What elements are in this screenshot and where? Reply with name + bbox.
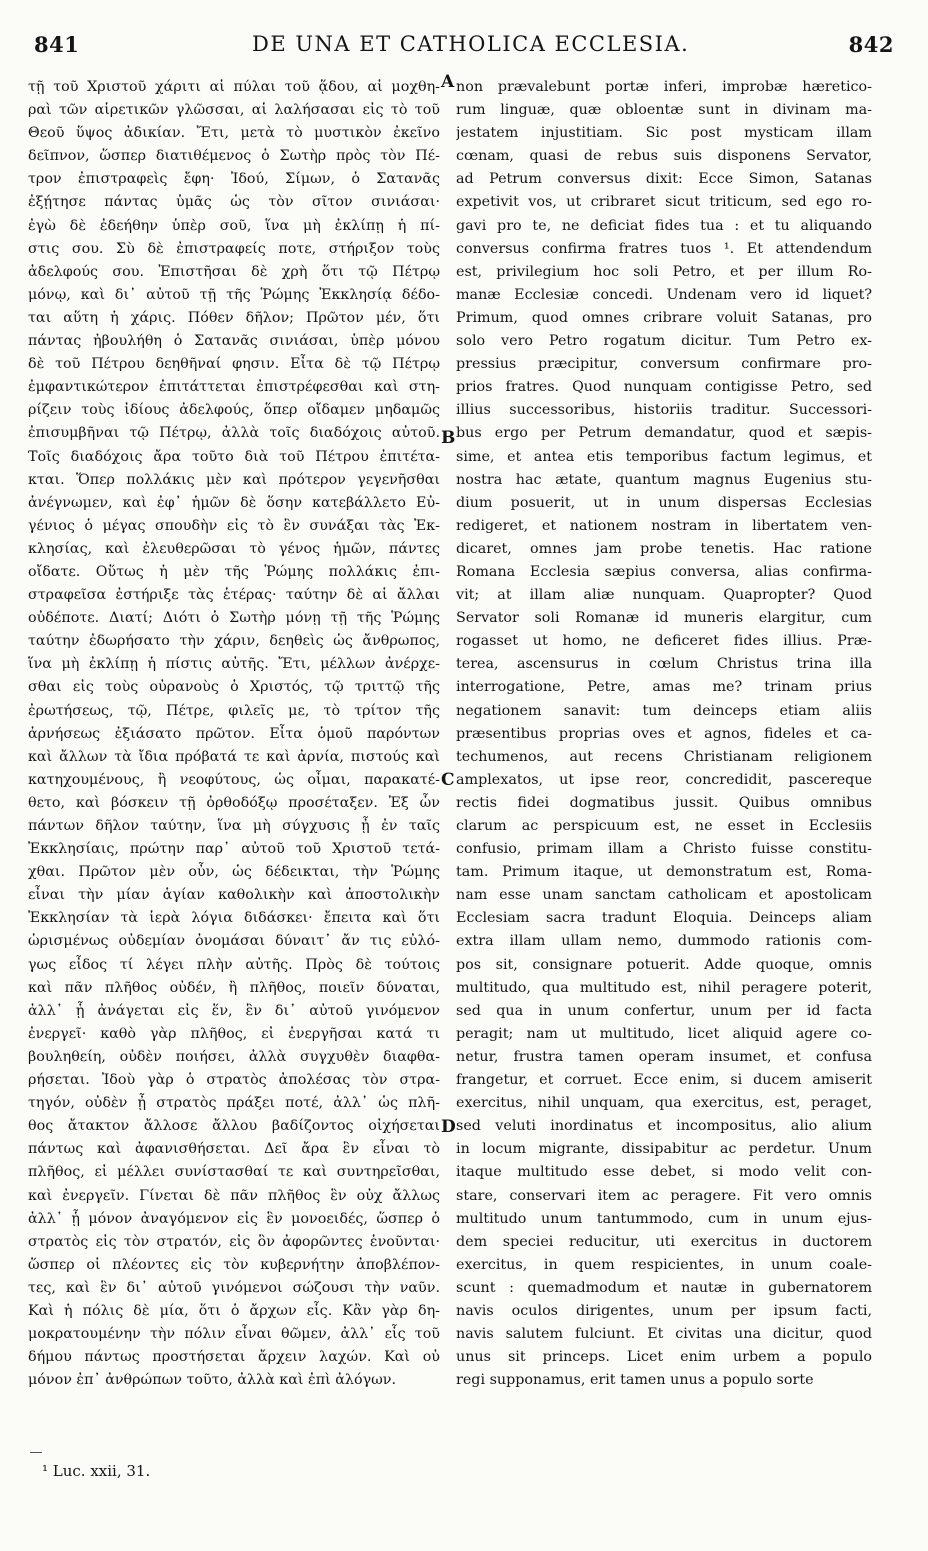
greek-text-line: πάντας ἠβουλήθη ὁ Σατανᾶς σινιάσαι, ὑπὲρ μόνου [28,333,440,350]
latin-text-line: scunt : quemadmodum et nautæ in gubernatorem [456,1279,872,1296]
greek-text-column [28,76,440,1392]
greek-text-line: Ἐκκλησίαν τὰ ἱερὰ λόγια διδάσκει· ἔπειτα καὶ ὅτι [28,910,440,927]
latin-text-line: præsentibus proprias oves et agnos, fideles et ca- [456,725,872,742]
margin-marker-d: D [441,1117,456,1137]
latin-text-line: solo vero Petro rogatum dicitur. Tum Petro ex- [456,333,872,350]
greek-text-line: στραφεῖσα ἐστήριξε τὰς ἑτέρας· ταύτην δὲ αἱ ἄλλαι [28,587,440,604]
page-number-left: 841 [34,32,80,57]
greek-text-line: ὥσπερ οἱ πλέοντες εἰς τὸν κυβερνήτην ἀποβλέπον- [28,1256,440,1273]
greek-text-line: τῇ τοῦ Χριστοῦ χάριτι αἱ πύλαι τοῦ ᾅδου, αἱ μοχθη- [28,79,440,95]
latin-text-line: peragit; nam ut multitudo, licet aliquid agere co- [456,1025,872,1042]
latin-text-line: regi supponamus, erit tamen unus a populo sorte [456,1372,814,1389]
footnote: ¹ Luc. xxii, 31. [42,1462,151,1480]
footnote-rule [30,1452,42,1453]
greek-text-line: πάντων δῆλον ταύτην, ἵνα μὴ σύγχυσις ᾖ ἐν ταῖς [28,818,440,834]
margin-marker-a: A [441,72,455,92]
greek-text-line: εἶναι τὴν μίαν ἁγίαν καθολικὴν καὶ ἀποστολικὴν [28,887,440,904]
greek-text-line: ρίζειν τοὺς ἰδίους ἀδελφούς, ὅπερ οἴδαμεν μηδαμῶς [28,402,440,419]
greek-text-line: μόνον ἐπ᾽ ἀνθρώπων τοῦτο, ἀλλὰ καὶ ἐπὶ ἀλόγων. [28,1372,397,1389]
greek-text-line: τηγόν, οὐδὲν ᾖ στρατὸς πράξει ποτέ, ἀλλ᾽ ὡς πλῆ- [28,1095,440,1112]
latin-text-line: negationem sanavit: tum deinceps etiam aliis [456,702,872,719]
greek-text-line: ἀδελφούς σου. Ἐπιστῆσαι δὲ χρὴ ὅτι τῷ Πέτρῳ [28,263,440,280]
greek-text-line: δὲ τοῦ Πέτρου δεηθῆναί φησιν. Εἶτα δὲ τῷ Πέτρῳ [28,356,440,373]
greek-text-line: χθαι. Πρῶτον μὲν οὖν, ὡς δέδεικται, τὴν Ῥώμης [28,864,440,881]
latin-text-line: redigeret, et nationem nostram in libertatem ven- [456,517,872,534]
latin-text-line: terea, ascensurus in cœlum Christus trina illa [456,656,872,673]
latin-text-line: unus sit princeps. Licet enim urbem a populo [456,1349,872,1366]
latin-text-line: prios fratres. Quod nunquam contigisse Petro, sed [456,379,872,396]
greek-text-line: δήμου πάντως προστήσεται ἄρχειν λαχών. Καὶ οὐ [28,1349,440,1366]
page-number-right: 842 [848,32,894,57]
margin-marker-b: B [441,428,456,448]
latin-text-line: pos sit, consignare potuerit. Adde quoque, omnis [456,956,872,973]
greek-text-line: μόνῳ, καὶ δι᾽ αὐτοῦ τῇ τῆς Ῥώμης Ἐκκλησίᾳ δέδο- [28,286,440,303]
latin-text-line: Primum, quod omnes cribrare voluit Satanas, pro [456,309,872,326]
latin-text-line: vit; at illam aliæ nunquam. Quapropter? Quod [456,587,872,604]
greek-text-line: ὡρισμένως οὐδεμίαν ὀνομάσαι δύναιτ᾽ ἄν τις εὐλό- [28,933,440,950]
greek-text-line: ρήσεται. Ἰδοὺ γὰρ ὁ στρατὸς ἀπολέσας τὸν στρα- [28,1072,440,1089]
latin-text-line: non prævalebunt portæ inferi, improbæ hæretico- [456,79,872,95]
greek-text-line: πλῆθος, εἰ μέλλει συνίστασθαί τε καὶ συντηρεῖσθαι, [28,1164,440,1181]
greek-text-line: ταύτην ἐδωρήσατο τὴν χάριν, δεηθεὶς ὡς ἄνθρωπος, [28,633,440,650]
latin-text-line: ad Petrum conversus dixit: Ecce Simon, Satanas [456,171,872,188]
latin-text-line: rogasset ut homo, ne deficeret fides illius. Præ- [456,633,872,650]
greek-text-line: πάντως καὶ ἀφανισθήσεται. Δεῖ ἄρα ἓν εἶναι τὸ [28,1141,440,1158]
greek-text-line: γως εἶδος τί λέγει πλὴν αὐτῆς. Πρὸς δὲ τούτοις [28,956,440,973]
greek-text-line: καὶ ἐνεργεῖν. Γίνεται δὲ πᾶν πλῆθος ἓν οὐχ ἄλλως [28,1187,440,1204]
greek-text-line: ἐμφαντικώτερον ἐπιτάττεται ἐπιστρέφεσθαι καὶ στη- [28,379,440,396]
latin-text-line: Servator soli Romanæ id muneris elargitur, cum [456,610,872,627]
latin-text-line: dium posuerit, ut in unum dispersas Ecclesias [456,494,872,511]
greek-text-line: οἴδατε. Οὕτως ἡ μὲν τῆς Ῥώμης πολλάκις ἐπι- [28,563,440,580]
greek-text-line: βουληθείη, οὐδὲν ποιήσει, ἀλλὰ συγχυθὲν διαφθα- [28,1048,440,1065]
greek-text-line: Ἐκκλησίαις, πρώτην παρ᾽ αὐτοῦ τοῦ Χριστοῦ τετά- [28,841,440,858]
greek-text-line: Θεοῦ ὕψος ἀδικίαν. Ἔτι, μετὰ τὸ μυστικὸν ἐκεῖνο [28,125,440,142]
greek-text-line: Καὶ ἡ πόλις δὲ μία, ὅτι ὁ ἄρχων εἷς. Κἂν γὰρ δη- [28,1302,440,1319]
latin-text-line: sime, et antea etis temporibus factum legimus, et [456,448,872,465]
greek-text-line: μοκρατουμένην τὴν πόλιν εἶναι θῶμεν, ἀλλ᾽ εἷς τοῦ [28,1326,440,1343]
greek-text-line: τρον ἐπιστραφεὶς ἔφη· Ἰδού, Σίμων, ὁ Σατανᾶς [28,171,440,188]
greek-text-line: ἀνέγνωμεν, καὶ ἐφ᾽ ἡμῶν δὲ ὅσην κατεβάλλετο Εὐ- [28,494,440,511]
latin-text-line: conversus confirma fratres tuos ¹. Et attendendum [456,240,872,257]
greek-text-line: δεῖπνον, ὥσπερ διατιθέμενος ὁ Σωτὴρ πρὸς τὸν Πέ- [28,148,440,165]
latin-text-line: rectis fidei dogmatibus jussit. Quibus omnibus [456,794,872,811]
latin-text-line: rum linguæ, quæ obloentæ sunt in divinam ma- [456,102,872,119]
latin-text-line: sed qua in unum confertur, unum per id facta [456,1002,872,1019]
greek-text-line: ἐνεργεῖ· καθὸ γὰρ πλῆθος, εἰ ἐνεργῆσαι κατά τι [28,1025,440,1042]
latin-text-line: tam. Primum itaque, ut demonstratum est, Roma- [456,864,872,881]
greek-text-line: οὐδέποτε. Διατί; Διότι ὁ Σωτὴρ μόνῃ τῇ τῆς Ῥώμης [28,610,440,627]
latin-text-column [456,76,872,1392]
latin-text-line: itaque multitudo esse debet, si modo velit con- [456,1164,872,1181]
greek-text-line: καὶ ἄλλων τὰ ἴδια πρόβατά τε καὶ ἀρνία, πιστούς καὶ [28,748,440,765]
greek-text-line: σθαι εἰς τοὺς οὐρανοὺς ὁ Χριστός, τῷ τριττῷ τῆς [28,679,440,696]
latin-text-line: techumenos, aut recens Christianam religionem [456,748,872,765]
latin-text-line: Ecclesiam sacra tradunt Eloquia. Deinceps aliam [456,910,872,927]
latin-text-line: interrogatione, Petre, amas me? trinam prius [456,679,872,696]
latin-text-line: multitudo unum tantummodo, cum in unum ejus- [456,1210,872,1227]
latin-text-line: navis salutem fulciunt. Et civitas una dicitur, quod [456,1326,872,1343]
latin-text-line: navis oculos dirigentes, unum per ipsum facti, [456,1302,872,1319]
greek-text-line: θετο, καὶ βόσκειν τῇ ὀρθοδόξῳ προσέταξεν. Ἐξ ὧν [28,794,440,811]
latin-text-line: sed veluti inordinatus et incompositus, alio alium [456,1118,872,1135]
latin-text-line: gavi pro te, ne deficiat fides tua : et tu aliquando [456,217,872,234]
latin-text-line: exercitus, nihil unquam, qua exercitus, est, peraget, [456,1095,872,1112]
greek-text-line: στρατὸς εἰς τὸν στρατόν, εἰς ὃν ἀφορῶντες ἑνοῦνται· [28,1233,440,1250]
latin-text-line: expetivit vos, ut cribraret sicut triticum, sed ego ro- [456,194,872,211]
latin-text-line: confusio, primam illam a Christo fuisse constitu- [456,841,872,858]
latin-text-line: jestatem injustitiam. Sic post mysticam illam [456,125,872,142]
greek-text-line: ἀρνήσεως ἐξιάσατο πρῶτον. Εἶτα ὁμοῦ παρόντων [28,725,440,742]
latin-text-line: est, privilegium hoc soli Petro, et per illum Ro- [456,263,872,280]
latin-text-line: manæ Ecclesiæ concedi. Undenam vero id liquet? [456,286,872,303]
latin-text-line: nam esse unam sanctam catholicam et apostolicam [456,887,872,904]
greek-text-line: ἀλλ᾽ ᾗ ἀνάγεται εἰς ἕν, ἓν δι᾽ αὐτοῦ γινόμενον [28,1002,440,1019]
greek-text-line: κατηχουμένους, ἢ νεοφύτους, ὡς οἶμαι, παρακατέ- [28,771,440,788]
greek-text-line: θος ἄτακτον ἄλλοσε ἄλλου βαδίζοντος οἰχήσεται [28,1118,440,1135]
latin-text-line: bus ergo per Petrum demandatur, quod et sæpis- [456,425,872,442]
latin-text-line: stare, conservari item ac peragere. Fit vero omnis [456,1187,872,1204]
latin-text-line: nostra hac ætate, quantum magnus Eugenius stu- [456,471,872,488]
greek-text-line: ἐπισυμβῆναι τῷ Πέτρῳ, ἀλλὰ τοῖς διαδόχοις αὐτοῦ. [28,425,440,442]
greek-text-line: γένιος ὁ μέγας σπουδὴν εἰς τὸ ἓν συνάξαι τὰς Ἐκ- [28,517,440,534]
greek-text-line: ται αὕτη ἡ χάρις. Πόθεν δῆλον; Πρῶτον μέν, ὅτι [28,309,440,326]
latin-text-line: netur, frustra tamen operam insumet, et confusa [456,1048,872,1065]
margin-marker-c: C [441,770,455,790]
latin-text-line: multitudo, qua multitudo est, nihil peragere poterit, [456,979,872,996]
greek-text-line: ἀλλ᾽ ᾗ μόνον ἀναγόμενον εἰς ἓν μονοειδές, ὥσπερ ὁ [28,1210,440,1227]
greek-text-line: ἐξῄτησε πάντας ὑμᾶς ὡς τὸν σῖτον σινιάσαι· [28,194,440,211]
latin-text-line: cœnam, quasi de rebus suis disponens Servator, [456,148,872,165]
greek-text-line: ἐγὼ δὲ ἐδεήθην ὑπὲρ σοῦ, ἵνα μὴ ἐκλίπῃ ἡ πί- [28,217,440,234]
latin-text-line: illius successoribus, historiis traditur. Successori- [456,402,872,419]
greek-text-line: κλησίας, καὶ ἐλευθερῶσαι τὸ γένος ἡμῶν, πάντες [28,540,440,557]
latin-text-line: extra illam ullam nemo, dummodo rationis com- [456,933,872,950]
greek-text-line: ραὶ τῶν αἱρετικῶν γλῶσσαι, αἱ λαλήσασαι εἰς τὸ τοῦ [28,102,440,119]
latin-text-line: frangetur, et corruet. Ecce enim, si ducem amiserit [456,1072,872,1089]
latin-text-line: exercitus, in quem respicientes, in unum coale- [456,1256,872,1273]
greek-text-line: ἐρωτήσεως, τῷ, Πέτρε, φιλεῖς με, τὸ τρίτον τῆς [28,702,440,719]
running-title: DE UNA ET CATHOLICA ECCLESIA. [252,32,690,56]
greek-text-line: τες, καὶ ἓν δι᾽ αὐτοῦ γινόμενοι σώζουσι τὴν ναῦν. [28,1279,440,1296]
latin-text-line: Romana Ecclesia sæpius conversa, alias confirma- [456,563,872,580]
greek-text-line: κται. Ὅπερ πολλάκις μὲν καὶ πρότερον γεγενῆσθαι [28,471,440,488]
latin-text-line: amplexatos, ut ipse reor, concredidit, pascereque [456,771,872,788]
greek-text-line: Τοῖς διαδόχοις ἄρα τοῦτο διὰ τοῦ Πέτρου ἐπιτέτα- [28,448,440,465]
greek-text-line: καὶ πᾶν πλῆθος οὐδέν, ἢ πλῆθος, ποιεῖν δύναται, [28,979,440,996]
latin-text-line: clarum ac perspicuum est, ne esset in Ecclesiis [456,818,872,834]
latin-text-line: pressius præcipitur, conversum confirmare pro- [456,356,872,373]
latin-text-line: dicaret, omnes jam probe tenetis. Hac ratione [456,540,872,557]
greek-text-line: στις σου. Σὺ δὲ ἐπιστραφείς ποτε, στήριξον τοὺς [28,240,440,257]
greek-text-line: ἵνα μὴ ἐκλίπῃ ἡ πίστις αὐτῆς. Ἔτι, μέλλων ἀνέρχε- [28,656,440,673]
latin-text-line: in locum migrante, dissipabitur ac perdetur. Unum [456,1141,872,1158]
latin-text-line: dem speciei reducitur, uti exercitus in ductorem [456,1233,872,1250]
